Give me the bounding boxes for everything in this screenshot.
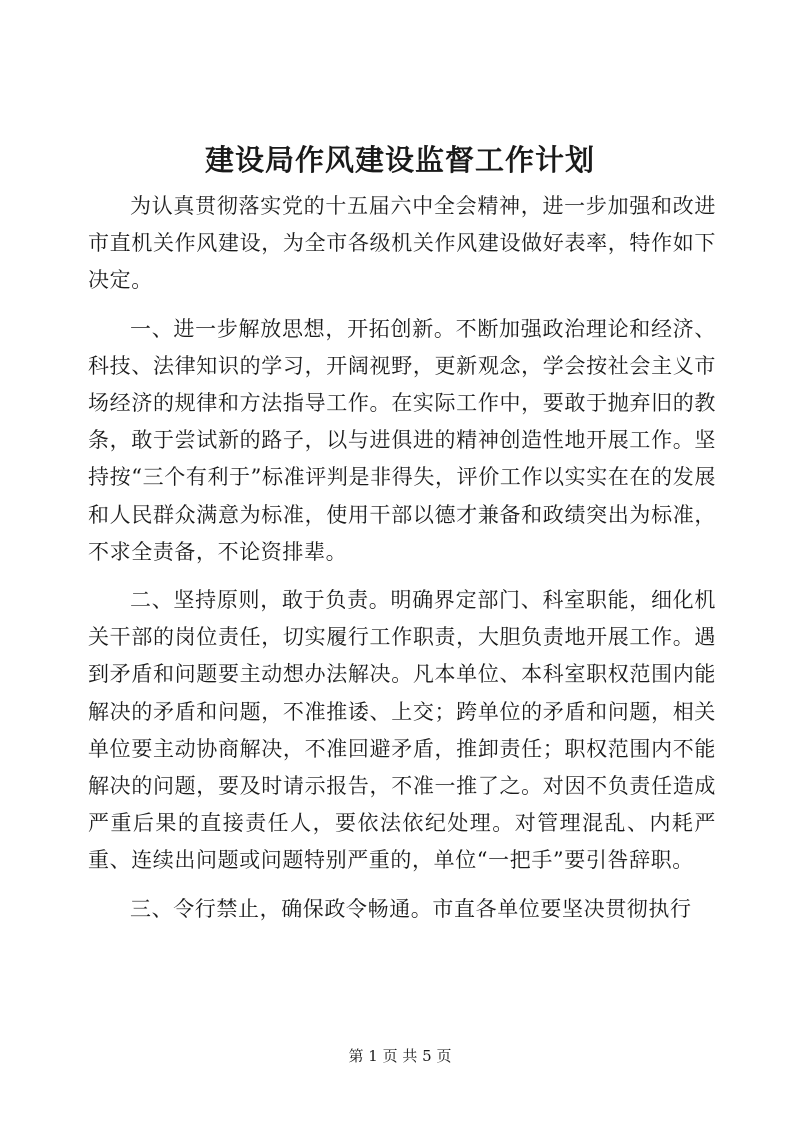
paragraph-section-1: 一、进一步解放思想，开拓创新。不断加强政治理论和经济、科技、法律知识的学习，开阔视野，更新观念，学会按社会主义市场经济的规律和方法指导工作。在实际工作中，要敢于抛弃旧的教条，敢于尝试新的路子，以与进俱进的精神创造性地开展工作。坚持按“三个有利于”标准评判是非得失，评价工作以实实在在的发展和人民群众满意为标准，使用干部以德才兼备和政绩突出为标准，不求全责备，不论资排辈。 — [88, 316, 716, 564]
document-title: 建设局作风建设监督工作计划 — [204, 143, 595, 177]
paragraph-section-3: 三、令行禁止，确保政令畅通。市直各单位要坚决贯彻执行 — [130, 896, 692, 921]
paragraph-section-2: 二、坚持原则，敢于负责。明确界定部门、科室职能，细化机关干部的岗位责任，切实履行工作职责，大胆负责地开展工作。遇到矛盾和问题要主动想办法解决。凡本单位、本科室职权范围内能解决的矛盾和问题，不准推诿、上交；跨单位的矛盾和问题，相关单位要主动协商解决，不准回避矛盾，推卸责任；职权范围内不能解决的问题，要及时请示报告，不准一推了之。对因不负责任造成严重后果的直接责任人，要依法依纪处理。对管理混乱、内耗严重、连续出问题或问题特别严重的，单位“一把手”要引咎辞职。 — [88, 588, 716, 873]
page-number-footer: 第 1 页 共 5 页 — [348, 1047, 452, 1065]
document-body — [88, 188, 716, 928]
paragraph-intro: 为认真贯彻落实党的十五届六中全会精神，进一步加强和改进市直机关作风建设，为全市各级机关作风建设做好表率，特作如下决定。 — [88, 194, 716, 293]
